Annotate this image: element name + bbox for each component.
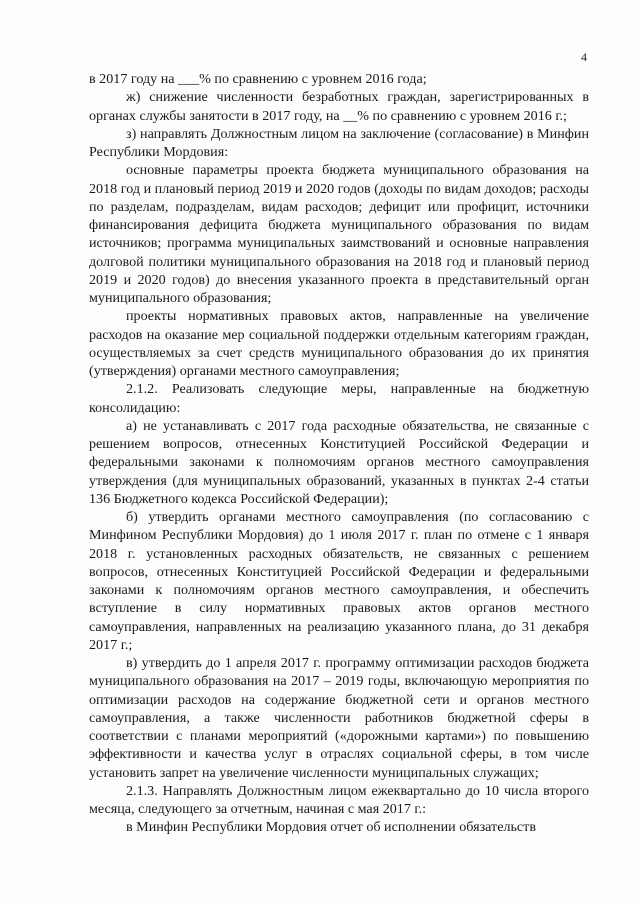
page-number: 4 <box>581 50 587 64</box>
paragraph-item-zh: ж) снижение численности безработных граждан, зарегистрированных в органах службы занятости в 2017 году, на __% по сравнению с уровнем 2016 г.; <box>89 89 589 124</box>
paragraph-item-v: в) утвердить до 1 апреля 2017 г. программу оптимизации расходов бюджета муниципального образования на 2017 – 2019 годы, включающую мероприятия по оптимизации расходов на содержание бюджетной сети и органов местного самоуправления, а также численности работников бюджетной сферы в соответствии с планами мероприятий («дорожными картами») по повышению эффективности и качества услуг в отраслях социальной сферы, в том числе установить запрет на увеличение численности муниципальных служащих; <box>89 655 589 781</box>
paragraph-section-2-1-3: 2.1.3. Направлять Должностным лицом ежеквартально до 10 числа второго месяца, следующего за отчетным, начиная с мая 2017 г.: <box>89 782 589 817</box>
paragraph-budget-parameters: основные параметры проекта бюджета муниципального образования на 2018 год и плановый период 2019 и 2020 годов (доходы по видам доходов; расходы по разделам, подразделам, видам расходов; дефицит или профицит, источники финансирования дефицита бюджета муниципального образования по видам источников; программа муниципальных заимствований и основные направления долговой политики муниципального образования на 2018 год и плановый период 2019 и 2020 годов) до внесения указанного проекта в представительный орган муниципального образования; <box>89 162 589 306</box>
paragraph-draft-acts: проекты нормативных правовых актов, направленные на увеличение расходов на оказание мер социальной поддержки отдельным категориям граждан, осуществляемых за счет средств муниципального образования до их принятия (утверждения) органами местного самоуправления; <box>89 308 589 379</box>
paragraph-minfin-report: в Минфин Республики Мордовия отчет об исполнении обязательств <box>126 819 536 836</box>
paragraph-continuation: в 2017 году на ___% по сравнению с уровнем 2016 года; <box>89 71 427 87</box>
document-body <box>89 70 589 837</box>
paragraph-item-b: б) утвердить органами местного самоуправления (по согласованию с Минфином Республики Мордовия) до 1 июля 2017 г. план по отмене с 1 января 2018 г. установленных расходных обязательств, не связанных с решением вопросов, отнесенных Конституцией Российской Федерации и федеральными законами к полномочиям органов местного самоуправления, и обеспечить вступление в силу нормативных правовых актов органов местного самоуправления, направленных на реализацию указанного плана, до 31 декабря 2017 г.; <box>89 509 589 653</box>
paragraph-section-2-1-2: 2.1.2. Реализовать следующие меры, направленные на бюджетную консолидацию: <box>89 381 589 416</box>
paragraph-item-a: а) не устанавливать с 2017 года расходные обязательства, не связанные с решением вопросов, отнесенных Конституцией Российской Федерации и федеральными законами к полномочиям органов местного самоуправления утверждения (для муниципальных образований, указанных в пунктах 2-4 статьи 136 Бюджетного кодекса Российской Федерации); <box>89 417 589 507</box>
paragraph-item-z: з) направлять Должностным лицом на заключение (согласование) в Минфин Республики Мордовия: <box>89 125 589 160</box>
